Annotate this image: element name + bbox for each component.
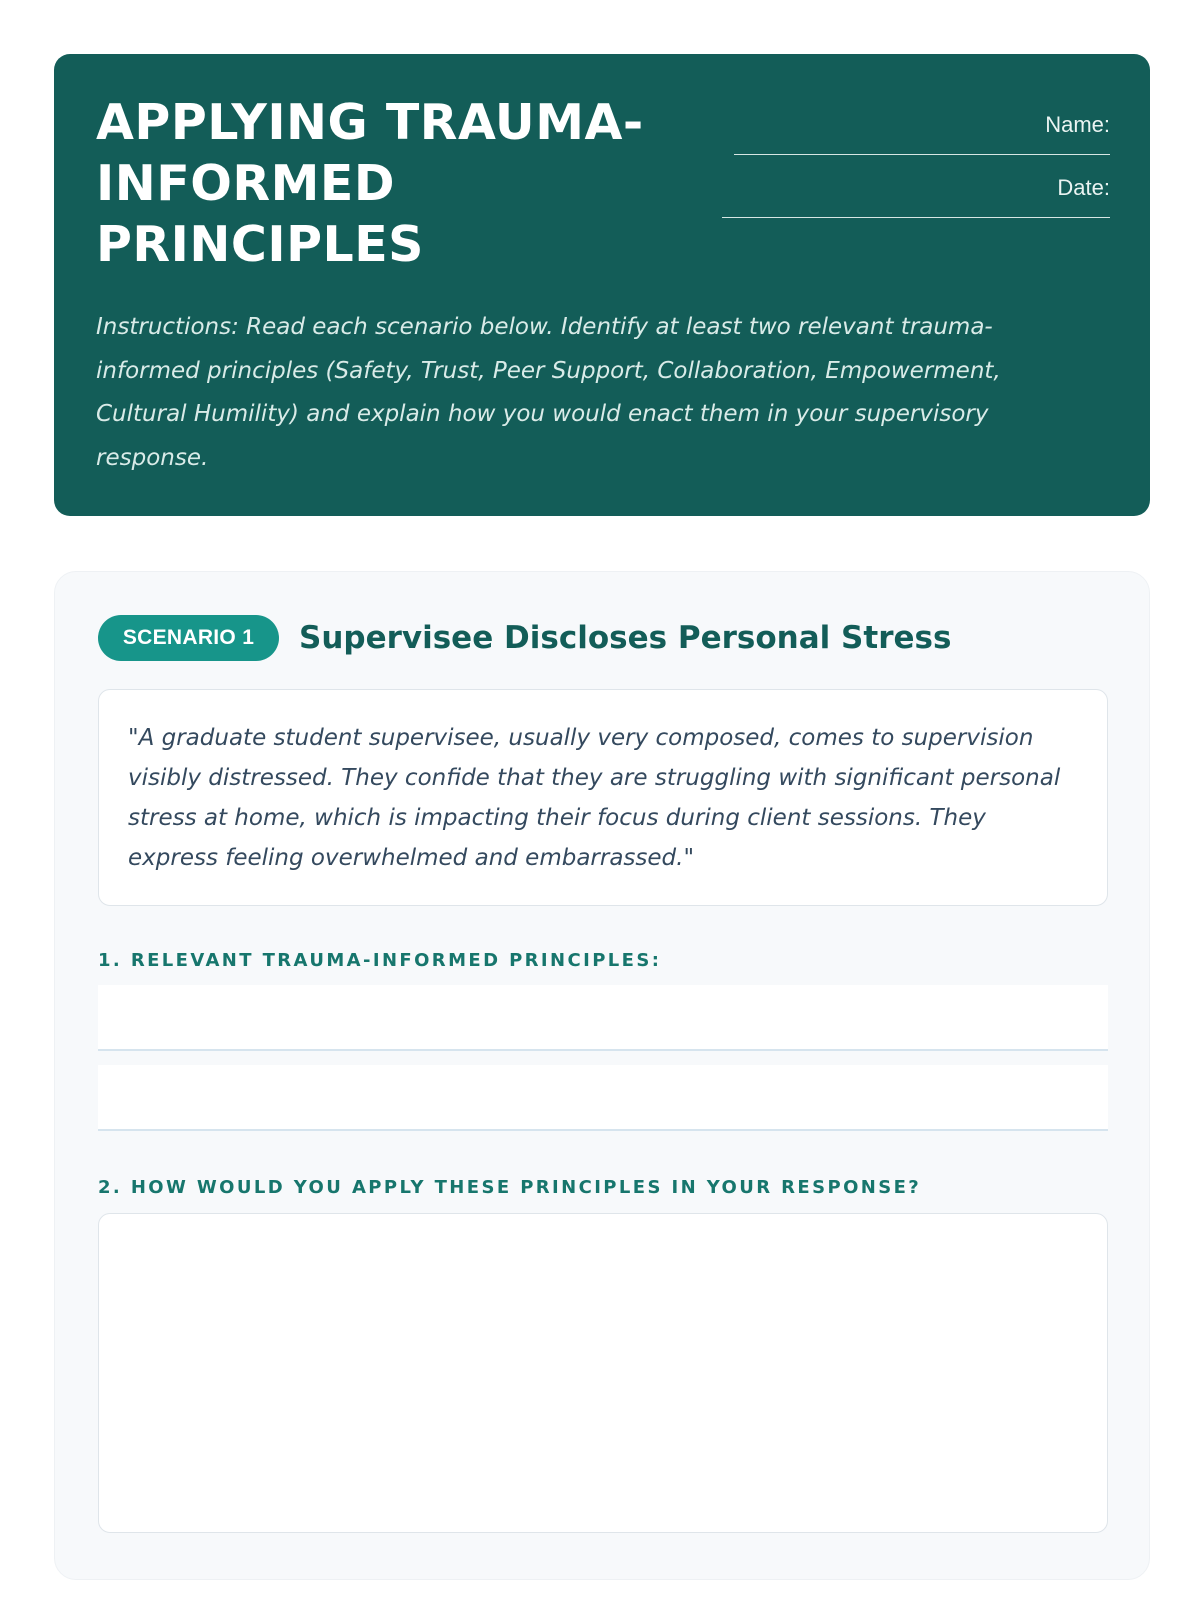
principles-answer-field-1[interactable] bbox=[98, 985, 1108, 1051]
response-question-label: 2. HOW WOULD YOU APPLY THESE PRINCIPLES IN YOUR RESPONSE? bbox=[98, 1177, 922, 1198]
page-title: APPLYING TRAUMA-INFORMED PRINCIPLES bbox=[96, 94, 644, 273]
scenario-title: Supervisee Discloses Personal Stress bbox=[299, 620, 952, 656]
date-label: Date: bbox=[1057, 175, 1110, 200]
principles-question-label: 1. RELEVANT TRAUMA-INFORMED PRINCIPLES: bbox=[98, 950, 662, 971]
date-field[interactable] bbox=[722, 217, 1110, 218]
scenario-badge: SCENARIO 1 bbox=[98, 615, 279, 661]
response-answer-box[interactable] bbox=[98, 1213, 1108, 1533]
principles-answer-field-2[interactable] bbox=[98, 1065, 1108, 1131]
scenario-quote: "A graduate student supervisee, usually very composed, comes to supervision visibly distressed. They confide that they are struggling with significant personal stress at home, which is impacting their focus during client sessions. They express feeling overwhelmed and embarrassed." bbox=[128, 725, 1061, 871]
name-label: Name: bbox=[1045, 112, 1110, 137]
name-field[interactable] bbox=[734, 154, 1110, 155]
scenario-card bbox=[54, 571, 1150, 1580]
instructions-text: Instructions: Read each scenario below. Identify at least two relevant trauma-informed principles (Safety, Trust, Peer Support, Collaboration, Empowerment, Cultural Humility) and explain how you would enact them in your supervisory response. bbox=[96, 314, 1001, 471]
header-card bbox=[54, 54, 1150, 516]
scenario-quote-box bbox=[98, 689, 1108, 906]
name-date-block bbox=[710, 112, 1110, 218]
